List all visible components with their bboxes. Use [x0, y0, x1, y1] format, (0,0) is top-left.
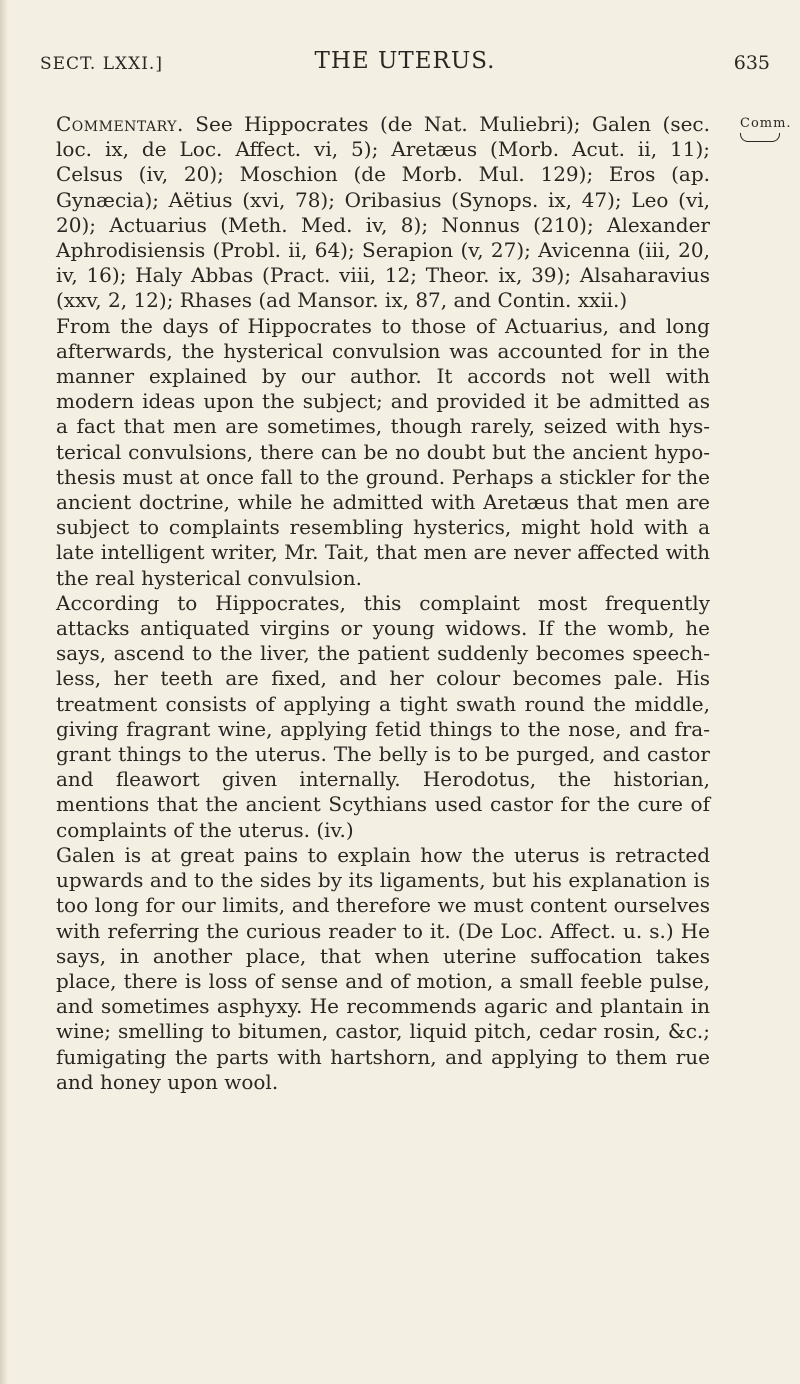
brace-icon	[740, 133, 780, 142]
paragraph-text: See Hippocrates (de Nat. Muliebri); Galen (sec. loc. ix, de Loc. Affect. vi, 5); Aretæus (Morb. Acut. ii, 11); Celsus (iv, 20); Moschion (de Morb. Mul. 129); Eros (ap. Gynæcia); Aëtius (xvi, 78); Oribasius (Synops. ix, 47); Leo (vi, 20); Actuarius (Meth. Med. iv, 8); Nonnus (210); Alexander Aphrodisiensis (Probl. ii, 64); Serapion (v, 27); Avicenna (iii, 20, iv, 16); Haly Abbas (Pract. viii, 12; Theor. ix, 39); Alsaharavius (xxv, 2, 12); Rhases (ad Mansor. ix, 87, and Contin. xxii.)	[56, 112, 710, 313]
paragraph-commentary	[56, 112, 710, 314]
margin-note	[740, 116, 800, 142]
paragraph: Galen is at great pains to explain how the uterus is retracted upwards and to the sides by its ligaments, but his explanation is too long for our limits, and therefore we must content ourselves with referring the curious reader to it. (De Loc. Affect. u. s.) He says, in another place, that when uterine suffocation takes place, there is loss of sense and of motion, a small feeble pulse, and sometimes asphyxy. He recommends agaric and plantain in wine; smelling to bitumen, castor, liquid pitch, cedar rosin, &c.; fumigating the parts with hartshorn, and applying to them rue and honey upon wool.	[56, 842, 710, 1094]
page-title: THE UTERUS.	[314, 48, 496, 74]
section-reference: SECT. LXXI.]	[40, 54, 163, 74]
margin-note-label: Comm.	[740, 116, 792, 131]
commentary-label: Commentary.	[56, 112, 184, 136]
page-number: 635	[733, 52, 770, 74]
paragraph: According to Hippocrates, this complaint most frequently attacks antiquated virgins or young widows. If the womb, he says, ascend to the liver, the patient suddenly becomes speechless, her teeth are fixed, and her colour becomes pale. His treatment consists of applying a tight swath round the middle, giving fragrant wine, applying fetid things to the nose, and fragrant things to the uterus. The belly is to be purged, and castor and fleawort given internally. Herodotus, the historian, mentions that the ancient Scythians used castor for the cure of complaints of the uterus. (iv.)	[56, 590, 710, 842]
paragraph: From the days of Hippocrates to those of Actuarius, and long afterwards, the hysterical convulsion was accounted for in the manner explained by our author. It accords not well with modern ideas upon the subject; and provided it be admitted as a fact that men are sometimes, though rarely, seized with hysterical convulsions, there can be no doubt but the ancient hypothesis must at once fall to the ground. Perhaps a stickler for the ancient doctrine, while he admitted with Aretæus that men are subject to complaints resembling hysterics, might hold with a late intelligent writer, Mr. Tait, that men are never affected with the real hysterical convulsion.	[56, 313, 710, 590]
page-edge-shadow	[0, 0, 8, 1384]
body-text	[56, 112, 710, 1095]
running-header	[40, 48, 770, 82]
